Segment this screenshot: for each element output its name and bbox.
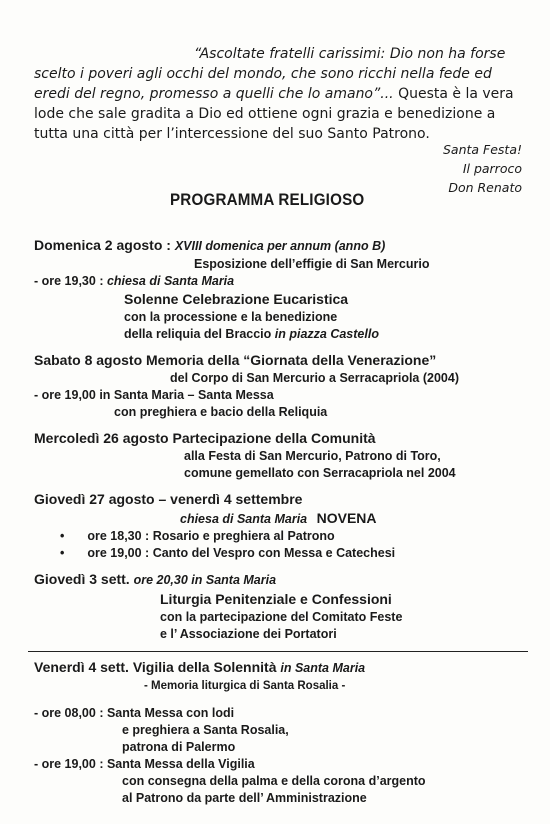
program-section-4 [34,490,534,562]
event-time: - ore 19,00 : [34,757,104,771]
event-place: chiesa di Santa Maria [180,512,308,526]
event-detail: con la partecipazione del Comitato Feste [160,610,403,624]
event-title: Liturgia Penitenziale e Confessioni [160,591,392,607]
event-detail: comune gemellato con Serracapriola nel 2004 [184,466,456,480]
page-title: PROGRAMMA RELIGIOSO [170,191,365,209]
bullet: • [60,546,65,560]
program-section-6 [34,658,534,807]
event-detail: della reliquia del Braccio [124,327,272,341]
event-place: in Santa Maria [280,661,366,675]
bullet: • [60,529,65,543]
program-section-5 [34,570,534,643]
section-title: Sabato 8 agosto Memoria della “Giornata della Venerazione” [34,352,437,368]
event-time: - ore 08,00 : [34,706,104,720]
event-detail: Rosario e preghiera al Patrono [152,529,335,543]
event-time: ore 18,30 : [87,529,150,543]
event-detail: con la processione e la benedizione [124,310,338,324]
event-detail: alla Festa di San Mercurio, Patrono di Toro, [184,449,441,463]
event-time: - ore 19,00 in Santa Maria – Santa Messa [34,388,274,402]
section-date: Domenica 2 agosto : [34,237,171,253]
section-date: Giovedì 3 sett. [34,571,130,587]
schedule-item [34,545,534,562]
section-title: Venerdì 4 sett. Vigilia della Solennità [34,659,277,675]
program-section-2 [34,351,534,421]
event-title: Solenne Celebrazione Eucaristica [124,291,349,307]
program-list [34,236,534,815]
event-location: in piazza Castello [274,327,379,341]
novena-label: NOVENA [316,510,377,526]
section-title: Mercoledì 26 agosto Partecipazione della Comunità [34,430,376,446]
signature [322,140,522,197]
event-title: Santa Messa della Vigilia [106,757,255,771]
schedule-item [34,528,534,545]
event-title: Santa Messa con lodi [106,706,235,720]
signature-name: Don Renato [448,180,522,195]
event-detail: al Patrono da parte dell’ Amministrazione [122,791,367,805]
event-time: ore 19,00 : [87,546,150,560]
section-title: Giovedì 27 agosto – venerdì 4 settembre [34,491,303,507]
event-detail: patrona di Palermo [122,740,236,754]
signature-role: Il parroco [462,161,522,176]
event-detail: e l’ Associazione dei Portatori [160,627,337,641]
divider [28,651,528,652]
section-subtitle: del Corpo di San Mercurio a Serracapriola (2004) [170,371,459,385]
event-time: - ore 19,30 : [34,274,104,288]
program-section-3 [34,429,534,482]
signature-greeting: Santa Festa! [442,142,522,157]
section-date-note: XVIII domenica per annum (anno B) [174,239,386,253]
section-subtitle: - Memoria liturgica di Santa Rosalia - [144,680,346,692]
event-detail: e preghiera a Santa Rosalia, [122,723,289,737]
event-detail: con preghiera e bacio della Reliquia [114,405,328,419]
event-time-place: ore 20,30 in Santa Maria [133,573,277,587]
event-detail: con consegna della palma e della corona d’argento [122,774,426,788]
intro-paragraph [34,44,524,144]
event-place: chiesa di Santa Maria [106,274,235,288]
intro-quote: “Ascoltate fratelli carissimi: Dio non ha forse scelto i poveri agli occhi del mondo, che sono ricchi nella fede ed eredi del regno, promesso a quelli che lo amano”... [34,46,506,102]
intro-text: Questa è la vera lode che sale gradita a Dio ed ottiene ogni grazia e benedizione a tutta una città per l’intercessione del suo Santo Patrono. [34,86,514,142]
section-subtitle: Esposizione dell’effigie di San Mercurio [194,257,430,271]
program-section-1 [34,236,534,343]
event-detail: Canto del Vespro con Messa e Catechesi [152,546,396,560]
